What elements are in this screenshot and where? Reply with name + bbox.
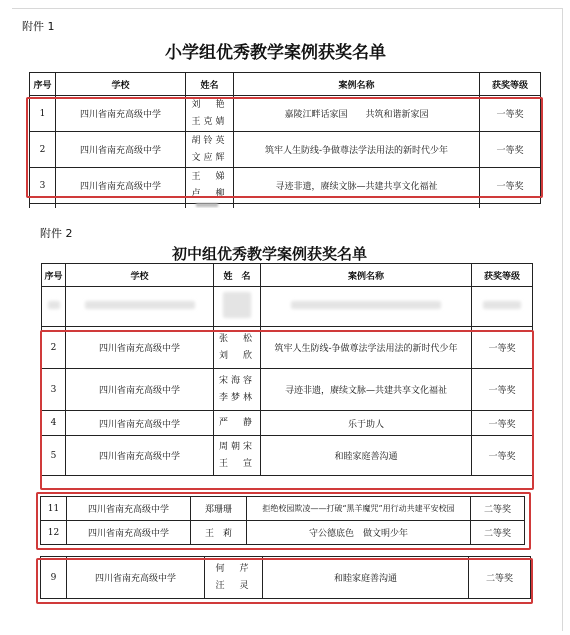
cell-name: 郑珊珊 <box>191 497 247 521</box>
cell-award: 一等奖 <box>472 436 533 476</box>
cell-case: 乐于助人 <box>261 411 472 436</box>
header-name: 姓名 <box>186 73 234 96</box>
cell-name <box>214 369 261 411</box>
cell-award: 一等奖 <box>472 369 533 411</box>
cell-no: 3 <box>30 168 56 204</box>
cell-case: 拒绝校园欺凌——打破“黑羊魔咒”用行动共建平安校园 <box>247 497 471 521</box>
cell-award: 二等奖 <box>469 557 531 599</box>
person-name: 周朝宋 <box>218 441 255 452</box>
cell-no: 3 <box>42 369 66 411</box>
person-name: 李梦林 <box>218 392 255 403</box>
cell-award: 一等奖 <box>480 168 541 204</box>
cell-redacted <box>66 287 214 327</box>
person-name: 严 静 <box>218 417 255 428</box>
cell-case: 筑牢人生防线-争做尊法学法用法的新时代少年 <box>234 132 480 168</box>
cell-case: 寻迹非遗，赓续文脉—共建共享文化福祉 <box>261 369 472 411</box>
cell-case: 筑牢人生防线-争做尊法学法用法的新时代少年 <box>261 327 472 369</box>
cell-no: 2 <box>42 327 66 369</box>
person-name: 王克婧 <box>191 116 228 127</box>
table-header-row <box>30 73 541 96</box>
primary-award-table <box>29 72 541 204</box>
middle-school-award-table <box>41 263 533 476</box>
header-award: 获奖等级 <box>472 264 533 287</box>
cell-award: 二等奖 <box>471 521 525 545</box>
attachment-1-label: 附件 1 <box>22 20 55 33</box>
cell-redacted <box>472 287 533 327</box>
table-row <box>30 168 541 204</box>
header-school: 学校 <box>66 264 214 287</box>
cell-name <box>214 327 261 369</box>
attachment-2-title: 初中组优秀教学案例获奖名单 <box>172 245 368 263</box>
person-name: 刘 艳 <box>191 99 228 110</box>
cell-award: 一等奖 <box>480 96 541 132</box>
cell-award: 二等奖 <box>471 497 525 521</box>
cell-case: 和睦家庭善沟通 <box>261 436 472 476</box>
cell-school: 四川省南充高级中学 <box>67 497 191 521</box>
table-row <box>41 521 525 545</box>
table-row <box>41 557 531 599</box>
cell-no: 9 <box>41 557 67 599</box>
table-row <box>42 327 533 369</box>
cell-redacted <box>214 287 261 327</box>
cell-school: 四川省南充高级中学 <box>67 557 205 599</box>
cell-no: 5 <box>42 436 66 476</box>
cell-case: 守公德底色 做文明少年 <box>247 521 471 545</box>
cell-name <box>214 411 261 436</box>
cell-school: 四川省南充高级中学 <box>66 369 214 411</box>
cell-school: 四川省南充高级中学 <box>67 521 191 545</box>
person-name: 王 宣 <box>218 458 255 469</box>
cell-redacted <box>261 287 472 327</box>
cell-no: 11 <box>41 497 67 521</box>
cell-award: 一等奖 <box>480 132 541 168</box>
cell-case: 寻迹非遗，赓续文脉—共建共享文化福祉 <box>234 168 480 204</box>
cell-name <box>205 557 263 599</box>
cell-no: 2 <box>30 132 56 168</box>
cell-name <box>186 132 234 168</box>
cell-school: 四川省南充高级中学 <box>56 168 186 204</box>
header-case: 案例名称 <box>234 73 480 96</box>
last-row-table <box>40 556 531 599</box>
cell-school: 四川省南充高级中学 <box>66 411 214 436</box>
cell-award: 一等奖 <box>472 411 533 436</box>
table-row <box>42 369 533 411</box>
table-row <box>42 436 533 476</box>
cell-name <box>186 168 234 204</box>
header-case: 案例名称 <box>261 264 472 287</box>
header-award: 获奖等级 <box>480 73 541 96</box>
person-name: 宋海容 <box>218 375 255 386</box>
header-school: 学校 <box>56 73 186 96</box>
table-header-row <box>42 264 533 287</box>
attachment-1-title: 小学组优秀教学案例获奖名单 <box>165 43 386 63</box>
person-name: 卢 柳 <box>191 188 228 199</box>
cell-no: 12 <box>41 521 67 545</box>
cell-name: 王 莉 <box>191 521 247 545</box>
header-no: 序号 <box>42 264 66 287</box>
person-name: 刘 欣 <box>218 350 255 361</box>
attachment-2-label: 附件 2 <box>40 227 73 240</box>
person-name: 何 芹 <box>215 563 252 574</box>
person-name: 张 松 <box>218 333 255 344</box>
cell-school: 四川省南充高级中学 <box>66 436 214 476</box>
cell-no: 1 <box>30 96 56 132</box>
second-prize-table <box>40 496 525 545</box>
cell-case: 嘉陵江畔话家国 共筑和谐新家园 <box>234 96 480 132</box>
table-row <box>42 411 533 436</box>
person-name: 胡铃英 <box>191 135 228 146</box>
table-row-redacted <box>42 287 533 327</box>
header-name: 姓 名 <box>214 264 261 287</box>
table-row <box>30 132 541 168</box>
person-name: 王 娣 <box>191 171 228 182</box>
table-row <box>30 96 541 132</box>
cropped-row-edge <box>14 202 534 208</box>
cell-name <box>186 96 234 132</box>
person-name: 汪 灵 <box>215 580 252 591</box>
cell-school: 四川省南充高级中学 <box>56 132 186 168</box>
cell-no: 4 <box>42 411 66 436</box>
cell-name <box>214 436 261 476</box>
person-name: 文应辉 <box>191 152 228 163</box>
cell-award: 一等奖 <box>472 327 533 369</box>
header-no: 序号 <box>30 73 56 96</box>
table-row <box>41 497 525 521</box>
cell-school: 四川省南充高级中学 <box>66 327 214 369</box>
cell-redacted <box>42 287 66 327</box>
cell-school: 四川省南充高级中学 <box>56 96 186 132</box>
cell-case: 和睦家庭善沟通 <box>263 557 469 599</box>
